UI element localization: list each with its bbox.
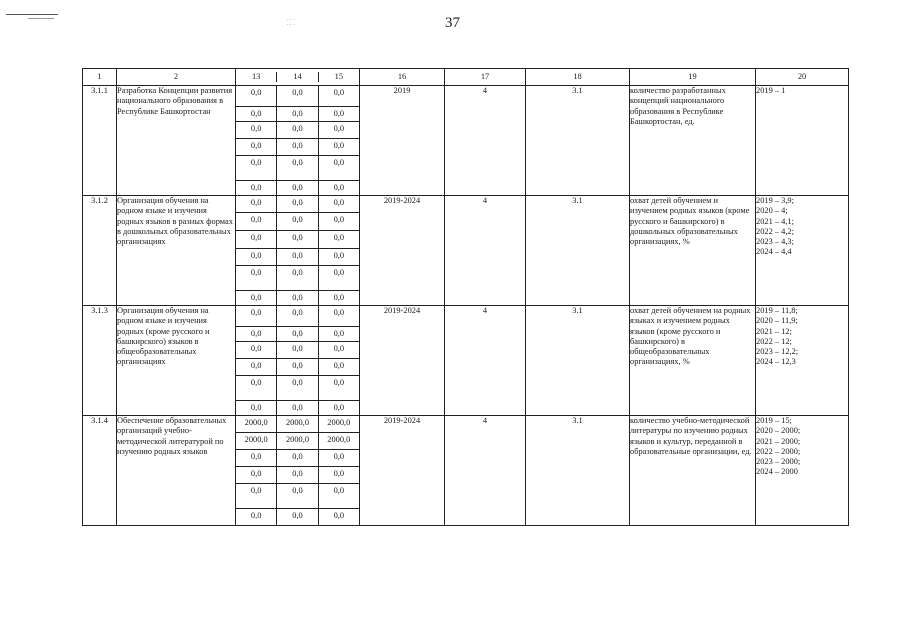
row-values [236,306,360,416]
target-line: 2021 – 2000; [756,436,801,446]
target-line: 2019 – 15; [756,416,792,425]
row-code: 3.1.3 [83,306,117,416]
value-subrow [236,249,359,266]
value-cell: 0,0 [277,231,318,248]
value-cell: 0,0 [277,484,318,508]
value-cell: 0,0 [277,306,318,326]
row-code: 3.1.4 [83,416,117,526]
value-cell: 0,0 [236,107,277,121]
row-name: Организация обучения на родном языке и изучения родных языков в разных формах в дошкольных образовательных организациях [117,196,236,306]
header-cell-20: 20 [756,69,849,86]
value-cell: 0,0 [333,183,345,192]
row-col17: 4 [445,196,526,306]
header-cell-13-15 [236,69,360,86]
target-line: 2022 – 12; [756,336,792,346]
value-cell: 0,0 [277,156,318,180]
value-subrow [236,306,359,327]
header-cell-19: 19 [630,69,756,86]
target-line: 2019 – 3,9; [756,196,794,205]
value-cell: 0,0 [333,378,345,387]
value-cell: 0,0 [236,196,277,212]
value-cell: 0,0 [236,249,277,265]
value-cell: 0,0 [236,342,277,358]
table-body [83,86,849,526]
value-cell: 0,0 [277,86,318,106]
value-cell: 0,0 [277,139,318,155]
row-targets [756,416,849,526]
value-subrow [236,213,359,231]
value-cell: 0,0 [277,107,318,121]
value-cell: 0,0 [277,450,318,466]
row-period: 2019-2024 [360,306,445,416]
target-line: 2023 – 2000; [756,457,801,466]
target-line: 2024 – 2000 [756,467,798,477]
value-cell: 0,0 [277,467,318,483]
value-cell: 0,0 [333,141,345,150]
row-values [236,196,360,306]
value-cell: 0,0 [333,233,345,242]
scan-dots: ⁚⁚⁚ [286,18,297,27]
header-cell-1: 1 [83,69,117,86]
value-subrow [236,196,359,213]
value-cell: 0,0 [236,181,277,195]
target-line: 2020 – 2000; [756,426,801,436]
value-cell: 0,0 [236,401,277,415]
value-cell: 2000,0 [327,435,351,444]
row-col18: 3.1 [526,306,630,416]
row-values [236,86,360,196]
target-line: 2020 – 4; [756,206,788,216]
row-targets [756,86,849,196]
value-subrow [236,327,359,342]
value-cell: 0,0 [277,249,318,265]
page-number: 37 [445,15,460,31]
value-cell: 0,0 [236,376,277,400]
value-cell: 0,0 [333,124,345,133]
row-indicator: количество учебно-методической литературы по изучению родных языков и культур, переданной в образовательные организации, ед. [630,416,756,526]
value-cell: 0,0 [333,293,345,302]
value-cell: 2000,0 [277,416,318,432]
value-subrow [236,156,359,181]
value-cell: 0,0 [333,403,345,412]
row-col18: 3.1 [526,416,630,526]
value-cell: 0,0 [236,266,277,290]
value-subrow [236,266,359,291]
target-line: 2022 – 2000; [756,446,801,456]
value-cell: 0,0 [333,329,345,338]
value-subrow [236,107,359,122]
value-subrow [236,450,359,467]
target-line: 2022 – 4,2; [756,226,794,236]
target-line: 2021 – 12; [756,326,792,336]
row-col18: 3.1 [526,86,630,196]
row-name: Разработка Концепции развития национального образования в Республике Башкортостан [117,86,236,196]
row-targets [756,306,849,416]
value-cell: 0,0 [236,359,277,375]
table-row [83,416,849,526]
target-line: 2024 – 12,3 [756,357,796,367]
row-col17: 4 [445,86,526,196]
value-cell: 0,0 [236,450,277,466]
target-line: 2023 – 12,2; [756,347,799,356]
value-cell: 0,0 [277,213,318,230]
header-cell-2: 2 [117,69,236,86]
table-row [83,86,849,196]
value-cell: 0,0 [333,88,345,97]
row-code: 3.1.1 [83,86,117,196]
row-col17: 4 [445,416,526,526]
value-cell: 0,0 [333,308,345,317]
value-subrow [236,122,359,139]
value-cell: 2000,0 [236,416,277,432]
header-cell-16: 16 [360,69,445,86]
value-subrow [236,509,359,525]
value-cell: 2000,0 [327,418,351,427]
target-line: 2023 – 4,3; [756,237,794,246]
value-cell: 0,0 [333,109,345,118]
value-subrow [236,467,359,484]
value-subrow [236,139,359,156]
value-cell: 0,0 [333,344,345,353]
value-subrow [236,359,359,376]
value-subrow [236,231,359,249]
value-cell: 0,0 [236,327,277,341]
value-cell: 0,0 [277,342,318,358]
value-subrow [236,376,359,401]
value-subrow [236,401,359,415]
row-period: 2019 [360,86,445,196]
row-period: 2019-2024 [360,196,445,306]
table-row [83,306,849,416]
value-cell: 0,0 [333,268,345,277]
value-cell: 0,0 [333,486,345,495]
target-line: 2020 – 11,9; [756,316,798,326]
header-cell-17: 17 [445,69,526,86]
value-cell: 0,0 [277,196,318,212]
value-subrow [236,342,359,359]
value-cell: 0,0 [236,484,277,508]
value-cell: 0,0 [333,198,345,207]
table-row [83,196,849,306]
value-subrow [236,86,359,107]
row-code: 3.1.2 [83,196,117,306]
row-indicator: количество разработанных концепций национального образования в Республике Башкортостан, ед. [630,86,756,196]
value-cell: 0,0 [333,469,345,478]
value-cell: 0,0 [277,266,318,290]
value-cell: 0,0 [236,86,277,106]
value-cell: 2000,0 [277,433,318,449]
value-cell: 0,0 [333,251,345,260]
header-cell-13: 13 [236,72,277,82]
target-line: 2019 – 11,8; [756,306,798,315]
value-cell: 0,0 [236,306,277,326]
row-targets [756,196,849,306]
value-cell: 0,0 [277,509,318,525]
value-cell: 0,0 [236,467,277,483]
header-cell-14: 14 [277,72,318,82]
value-subrow [236,416,359,433]
value-cell: 0,0 [277,122,318,138]
value-cell: 0,0 [236,213,277,230]
target-line: 2024 – 4,4 [756,247,792,257]
program-table [82,68,849,526]
value-cell: 0,0 [236,156,277,180]
value-cell: 0,0 [333,361,345,370]
value-cell: 0,0 [333,158,345,167]
value-cell: 0,0 [277,181,318,195]
value-subrow [236,484,359,509]
value-cell: 0,0 [277,291,318,305]
value-subrow [236,291,359,305]
row-name: Организация обучения на родном языке и изучения родных (кроме русского и башкирского) языков в общеобразовательных организациях [117,306,236,416]
value-cell: 0,0 [236,122,277,138]
header-cell-15: 15 [334,71,343,81]
value-cell: 0,0 [277,401,318,415]
row-indicator: охват детей обучением на родных языках и изучением родных языков (кроме русского и башкирского) в общеобразовательных организациях, % [630,306,756,416]
target-line: 2019 – 1 [756,86,786,95]
value-cell: 0,0 [333,215,345,224]
header-row [83,69,849,86]
value-cell: 2000,0 [236,433,277,449]
value-cell: 0,0 [277,376,318,400]
row-period: 2019-2024 [360,416,445,526]
value-cell: 0,0 [236,509,277,525]
header-cell-18: 18 [526,69,630,86]
value-subrow [236,433,359,450]
row-col17: 4 [445,306,526,416]
value-cell: 0,0 [333,511,345,520]
value-cell: 0,0 [236,291,277,305]
row-col18: 3.1 [526,196,630,306]
value-cell: 0,0 [236,231,277,248]
value-cell: 0,0 [277,327,318,341]
value-subrow [236,181,359,195]
value-cell: 0,0 [277,359,318,375]
target-line: 2021 – 4,1; [756,216,794,226]
row-indicator: охват детей обучением и изучением родных языков (кроме русского и башкирского) в дошкольных образовательных организациях, % [630,196,756,306]
row-name: Обеспечение образовательных организаций учебно-методической литературой по изучению родных языков [117,416,236,526]
value-cell: 0,0 [236,139,277,155]
row-values [236,416,360,526]
value-cell: 0,0 [333,452,345,461]
